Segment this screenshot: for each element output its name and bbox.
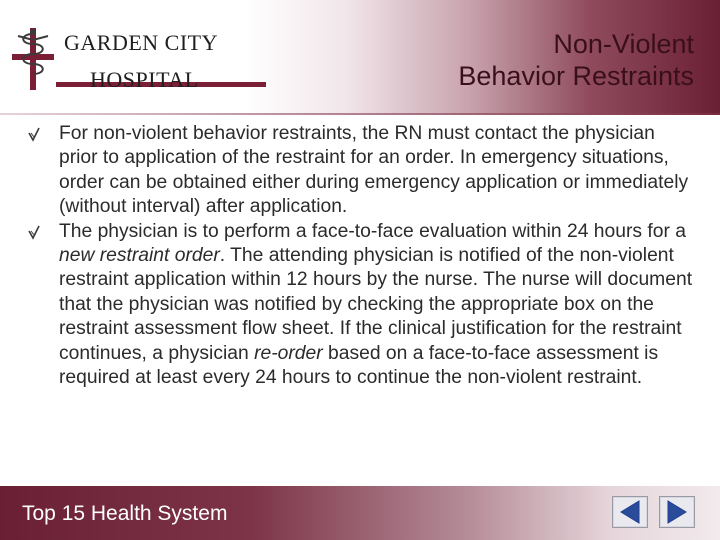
header-divider <box>0 113 720 115</box>
triangle-right-icon <box>659 496 695 528</box>
bullet-2-text-b: . The attending physician is notified of the non-violent restraint application within 12 hours by the nurse. The nurse will document that the physician was notified by checking the appropriate box on the restraint assessment flow sheet. If the clinical justification for the restraint continues, a physician <box>59 245 693 364</box>
bullet-list <box>24 122 694 390</box>
bullet-2-italic-a: new restraint order <box>59 245 220 267</box>
logo-line-1: GARDEN CITY <box>64 30 218 55</box>
footer-text: Top 15 Health System <box>22 502 228 525</box>
checkmark-bullet-icon <box>28 223 40 241</box>
bullet-2-text-a: The physician is to perform a face-to-face evaluation within 24 hours for a <box>59 220 686 242</box>
bullet-2-text-c: based on a face-to-face assessment is required at least every 24 hours to continue the non-violent restraint. <box>59 342 659 389</box>
next-slide-button[interactable] <box>659 496 695 528</box>
bullet-2-italic-b: re-order <box>254 342 323 364</box>
garden-city-hospital-logo <box>10 26 260 96</box>
slide-title-line-2: Behavior Restraints <box>458 61 694 91</box>
bullet-item-2 <box>24 220 694 391</box>
bullet-item-1 <box>24 122 694 220</box>
bullet-1-text: For non-violent behavior restraints, the RN must contact the physician prior to application of the restraint for an order. In emergency situations, order can be obtained either during emergency application or immediately (without interval) after application. <box>59 123 689 218</box>
slide-title <box>334 28 694 92</box>
slide-title-line-1: Non-Violent <box>553 29 694 59</box>
logo-line-2: HOSPITAL <box>90 67 199 92</box>
previous-slide-button[interactable] <box>612 496 648 528</box>
caduceus-icon <box>10 26 56 90</box>
triangle-left-icon <box>612 496 648 528</box>
checkmark-bullet-icon <box>28 125 40 143</box>
